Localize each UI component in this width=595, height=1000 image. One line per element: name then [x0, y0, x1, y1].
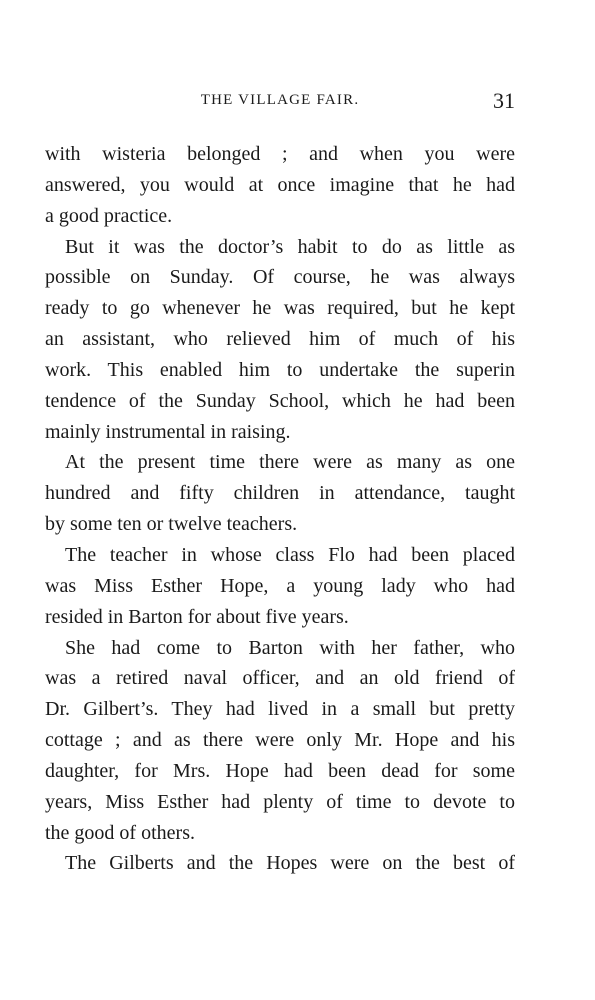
text-line: hundred and fifty children in attendance, taught: [45, 482, 515, 505]
text-line: resided in Barton for about five years.: [45, 605, 349, 628]
text-line: a good practice.: [45, 204, 173, 227]
text-line: by some ten or twelve teachers.: [45, 513, 298, 536]
text-line: tendence of the Sunday School, which he had been: [45, 389, 515, 412]
text-line: At the present time there were as many as one: [65, 451, 515, 474]
running-title: THE VILLAGE FAIR.: [200, 92, 360, 108]
page-number: 31: [493, 88, 515, 113]
text-line: The Gilberts and the Hopes were on the best of: [65, 852, 515, 875]
text-line: with wisteria belonged ; and when you were: [45, 143, 515, 165]
text-line: the good of others.: [45, 821, 195, 844]
text-line: years, Miss Esther had plenty of time to devote to: [45, 790, 515, 813]
text-line: She had come to Barton with her father, who: [65, 636, 515, 659]
running-head: [45, 88, 515, 114]
text-line: was Miss Esther Hope, a young lady who had: [45, 574, 515, 597]
body-text: [45, 139, 515, 879]
text-line: possible on Sunday. Of course, he was always: [45, 266, 515, 289]
text-line: answered, you would at once imagine that he had: [45, 173, 515, 196]
text-line: But it was the doctor’s habit to do as little as: [65, 235, 515, 258]
text-line: an assistant, who relieved him of much of his: [45, 328, 515, 351]
text-line: daughter, for Mrs. Hope had been dead for some: [45, 759, 515, 782]
text-line: Dr. Gilbert’s. They had lived in a small but pretty: [45, 698, 515, 721]
text-line: cottage ; and as there were only Mr. Hope and his: [45, 729, 515, 752]
text-line: was a retired naval officer, and an old friend of: [45, 667, 515, 690]
text-line: ready to go whenever he was required, but he kept: [45, 297, 515, 320]
text-line: work. This enabled him to undertake the superin: [45, 358, 515, 381]
text-line: The teacher in whose class Flo had been placed: [65, 543, 515, 566]
text-line: mainly instrumental in raising.: [45, 420, 291, 443]
